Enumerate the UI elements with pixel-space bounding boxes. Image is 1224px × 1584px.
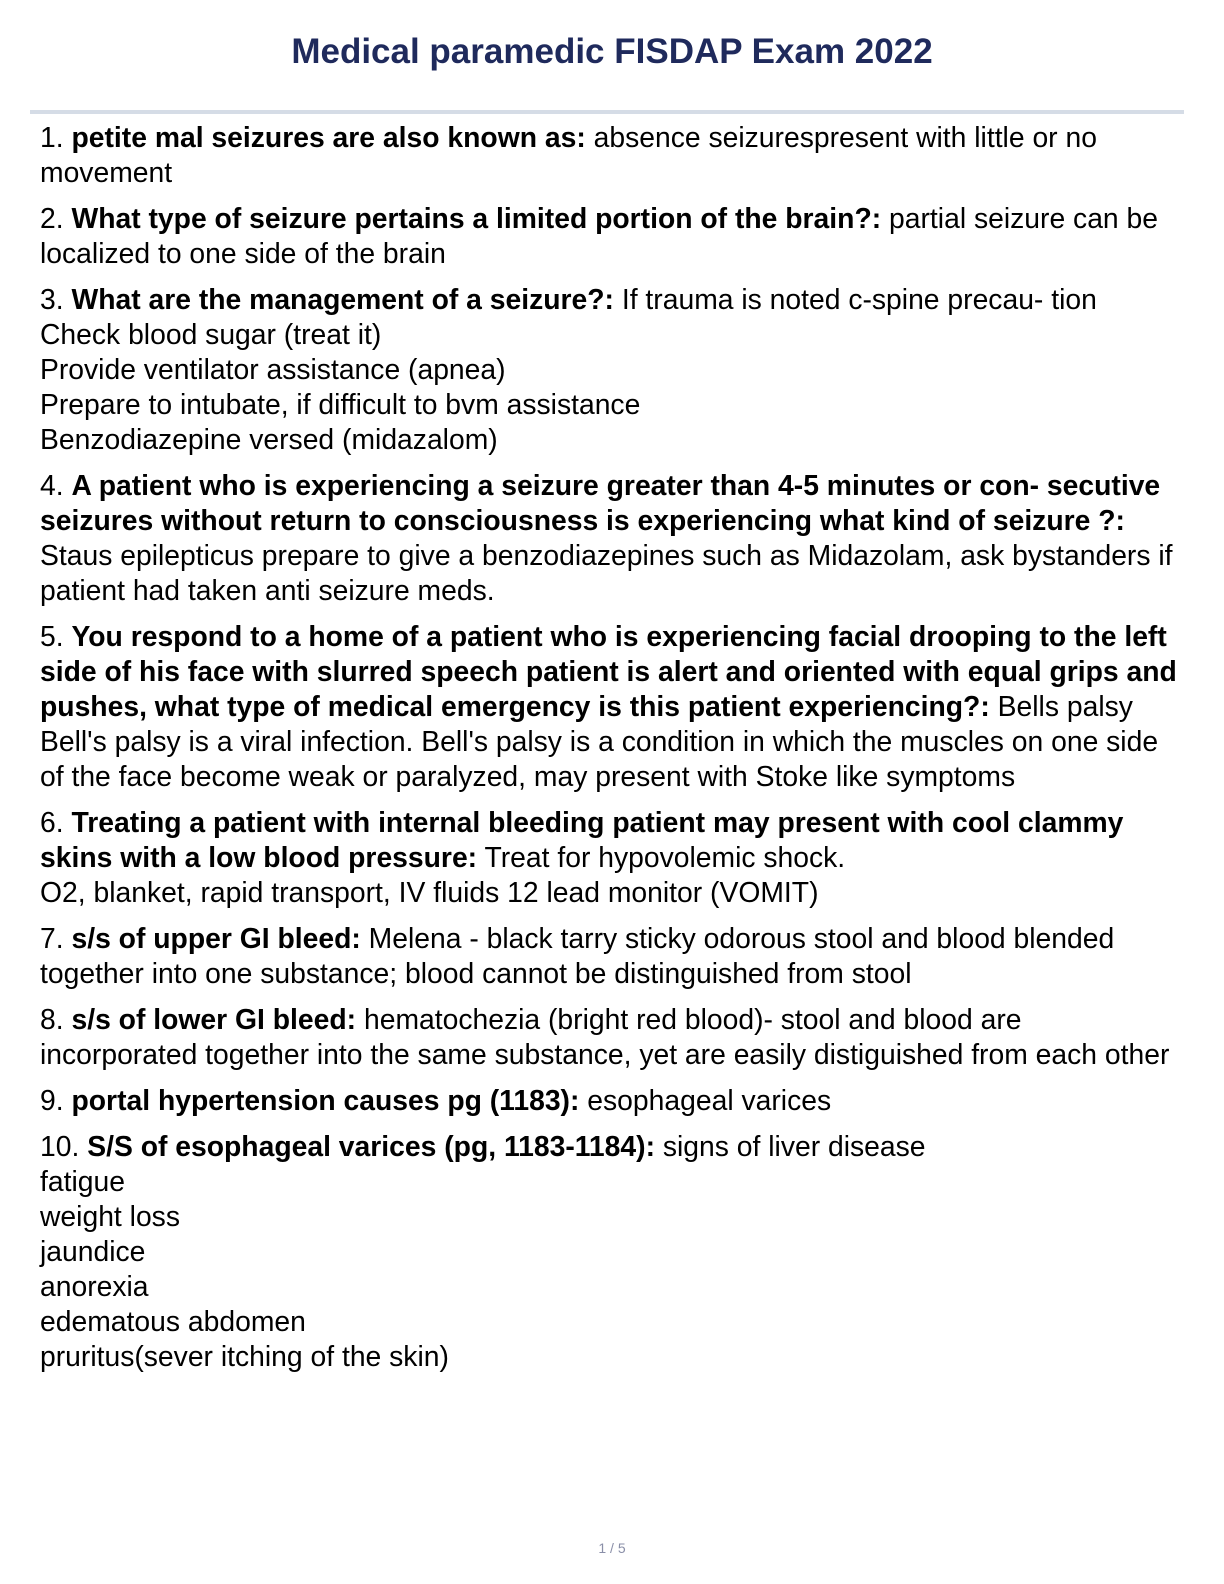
question-text: What are the management of a seizure?: (71, 283, 614, 315)
answer-text: Melena - black tarry sticky odorous stool and blood blended together into one substance; blood cannot be distinguished from stool (40, 922, 1115, 989)
answer-text: hematochezia (bright red blood)- stool and blood are incorporated together into the same substance, yet are easily distiguished from each other (40, 1003, 1170, 1070)
answer-text: If trauma is noted c-spine precau- tion (621, 283, 1097, 315)
answer-line: edematous abdomen (40, 1305, 306, 1337)
answer-text: esophageal varices (587, 1084, 832, 1116)
answer-text: Treat for hypovolemic shock. (484, 841, 846, 873)
question-text: s/s of upper GI bleed: (71, 922, 361, 954)
question-item (40, 921, 1180, 991)
question-text: A patient who is experiencing a seizure greater than 4-5 minutes or con- secutive seizures without return to consciousness is experiencing what kind of seizure ?: (40, 469, 1161, 536)
question-number: 8. (40, 1003, 64, 1035)
answer-text: signs of liver disease (662, 1130, 926, 1162)
answer-text: Bells palsy Bell's palsy is a viral infection. Bell's palsy is a condition in which the muscles on one side of the face become weak or paralyzed, may present with Stoke like symptoms (40, 690, 1159, 792)
question-text: S/S of esophageal varices (pg, 1183-1184): (87, 1130, 655, 1162)
question-item (40, 120, 1180, 190)
question-text: petite mal seizures are also known as: (71, 121, 586, 153)
question-number: 6. (40, 806, 64, 838)
answer-line: jaundice (40, 1235, 146, 1267)
question-item (40, 201, 1180, 271)
title-divider (30, 110, 1184, 114)
answer-line: pruritus(sever itching of the skin) (40, 1340, 449, 1372)
question-item (40, 1002, 1180, 1072)
question-item (40, 619, 1180, 794)
answer-text: partial seizure can be localized to one side of the brain (40, 202, 1159, 269)
question-number: 9. (40, 1084, 64, 1116)
answer-line: O2, blanket, rapid transport, IV fluids 12 lead monitor (VOMIT) (40, 876, 819, 908)
question-text: What type of seizure pertains a limited portion of the brain?: (71, 202, 882, 234)
answer-line: Provide ventilator assistance (apnea) (40, 353, 506, 385)
question-text: portal hypertension causes pg (1183): (71, 1084, 580, 1116)
question-number: 3. (40, 283, 64, 315)
question-number: 5. (40, 620, 64, 652)
question-item (40, 1129, 1180, 1374)
question-number: 1. (40, 121, 64, 153)
question-list (40, 120, 1180, 1385)
question-number: 2. (40, 202, 64, 234)
question-item (40, 1083, 1180, 1118)
question-number: 4. (40, 469, 64, 501)
answer-line: fatigue (40, 1165, 125, 1197)
question-item (40, 282, 1180, 457)
question-number: 10. (40, 1130, 80, 1162)
answer-line: weight loss (40, 1200, 180, 1232)
question-text: You respond to a home of a patient who is experiencing facial drooping to the left side of his face with slurred speech patient is alert and oriented with equal grips and pushes, what type of medical emergency is this patient experiencing?: (40, 620, 1177, 722)
question-text: s/s of lower GI bleed: (71, 1003, 357, 1035)
question-text: Treating a patient with internal bleeding patient may present with cool clammy skins with a low blood pressure: (40, 806, 1124, 873)
answer-line: anorexia (40, 1270, 149, 1302)
answer-text: Staus epilepticus prepare to give a benzodiazepines such as Midazolam, ask bystanders if patient had taken anti seizure meds. (40, 539, 1173, 606)
page-indicator: 1 / 5 (598, 1540, 626, 1556)
answer-line: Prepare to intubate, if difficult to bvm assistance (40, 388, 641, 420)
answer-text: absence seizurespresent with little or no movement (40, 121, 1097, 188)
answer-line: Check blood sugar (treat it) (40, 318, 382, 350)
answer-line: Benzodiazepine versed (midazalom) (40, 423, 498, 455)
question-number: 7. (40, 922, 64, 954)
question-item (40, 805, 1180, 910)
question-item (40, 468, 1180, 608)
page-title: Medical paramedic FISDAP Exam 2022 (291, 32, 933, 71)
